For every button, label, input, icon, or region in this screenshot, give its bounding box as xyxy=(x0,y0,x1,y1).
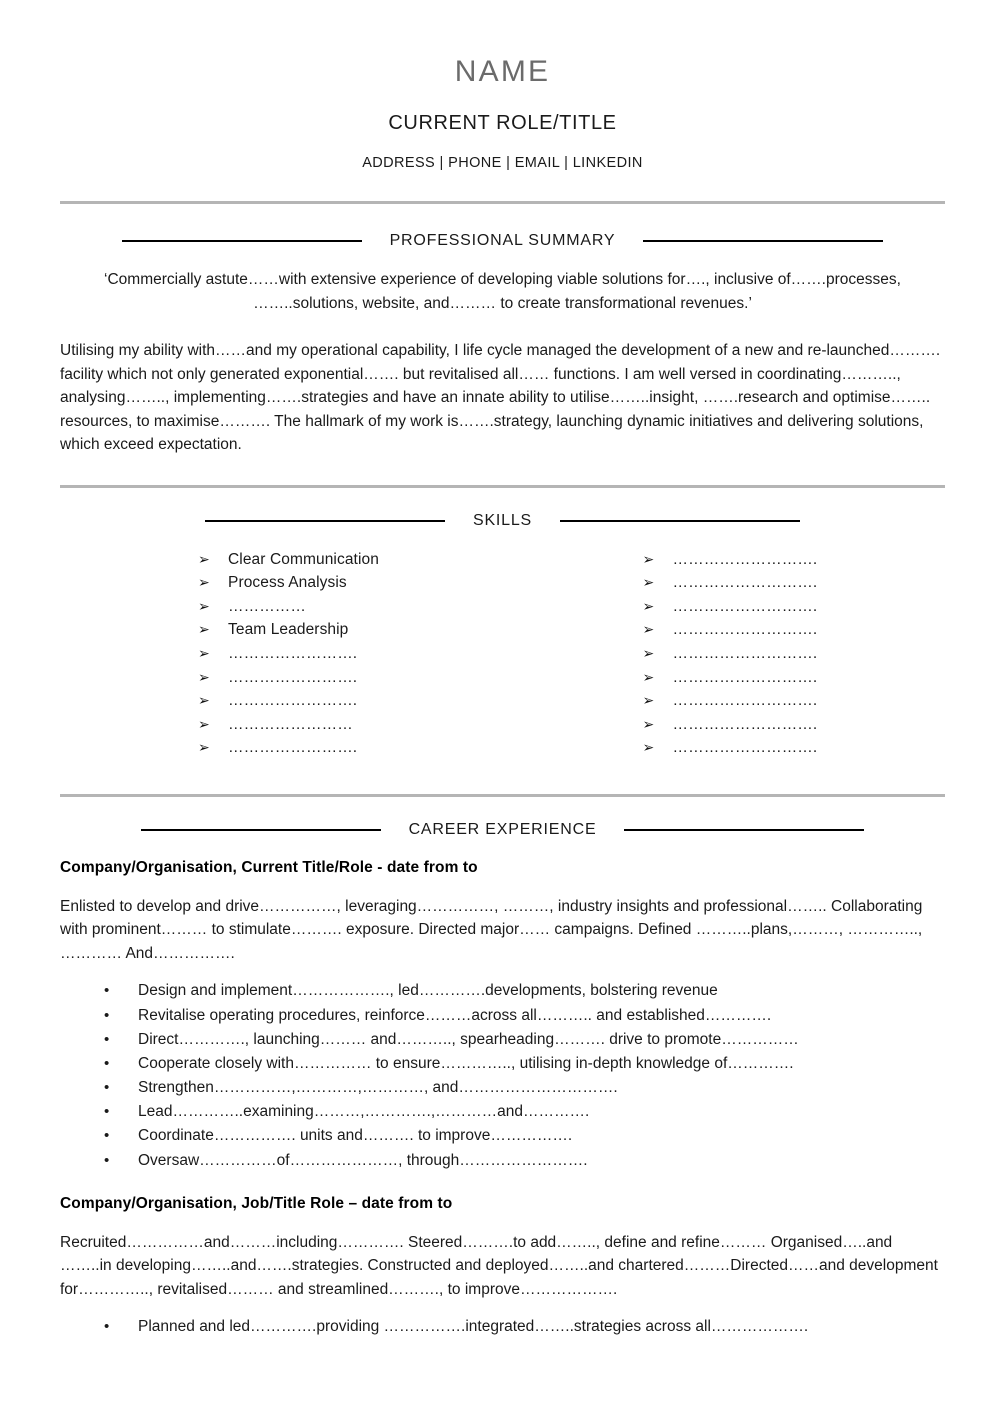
skill-label: ………………………. xyxy=(672,574,818,592)
arrow-bullet-icon: ➢ xyxy=(198,550,210,567)
section-rule-left xyxy=(205,520,445,522)
bullet-text: Planned and led………….providing …………….integrated……..strategies across all………………. xyxy=(138,1318,809,1336)
job-intro-paragraph: Recruited……………and………including…………. Steered……….to add…….., define and refine……… Organised…..and ……..in developing……..and…….strategies. Constructed and deployed……..and chartered………Directed……and development for………….., revitalised……… and streamlined………., to improve………………. xyxy=(60,1233,938,1298)
list-item xyxy=(643,595,946,619)
skills-columns xyxy=(0,548,1005,760)
arrow-bullet-icon: ➢ xyxy=(198,621,210,638)
bullet-text: Strengthen……………,…………,…………, and…………………………. xyxy=(138,1079,618,1097)
skills-list-right xyxy=(643,548,946,760)
list-item xyxy=(104,1028,945,1052)
list-item xyxy=(104,1004,945,1028)
section-header-career-experience xyxy=(0,821,1005,839)
arrow-bullet-icon: ➢ xyxy=(642,621,655,638)
list-item xyxy=(643,689,946,713)
section-header-skills xyxy=(0,512,1005,530)
dot-bullet-icon: • xyxy=(104,1006,110,1024)
skill-label: ……………………. xyxy=(228,692,358,710)
job-intro-paragraph: Enlisted to develop and drive……………, leveraging……………, ………, industry insights and professional…….. Collaborating with prominent……… to stimulate………. exposure. Directed major…… campaigns. Defined ………..plans,………, ………….., ………… And……………. xyxy=(60,897,923,962)
list-item xyxy=(643,736,946,760)
arrow-bullet-icon: ➢ xyxy=(642,574,655,591)
list-item xyxy=(643,548,946,572)
arrow-bullet-icon: ➢ xyxy=(642,668,655,685)
list-item xyxy=(198,571,501,595)
arrow-bullet-icon: ➢ xyxy=(642,645,655,662)
arrow-bullet-icon: ➢ xyxy=(198,739,210,756)
page-title: NAME xyxy=(454,55,551,88)
list-item xyxy=(643,642,946,666)
skill-label: ……………………. xyxy=(228,668,358,686)
list-item xyxy=(104,1100,945,1124)
skill-label: ………………………. xyxy=(672,597,818,615)
skill-label: ………………………. xyxy=(672,668,818,686)
arrow-bullet-icon: ➢ xyxy=(642,715,655,732)
arrow-bullet-icon: ➢ xyxy=(198,692,210,709)
arrow-bullet-icon: ➢ xyxy=(642,739,655,756)
skills-list-left xyxy=(198,548,501,760)
career-job-1 xyxy=(0,859,1005,1173)
skill-label: …………… xyxy=(228,597,306,615)
skill-label: Process Analysis xyxy=(228,574,347,592)
list-item xyxy=(104,1124,945,1148)
dot-bullet-icon: • xyxy=(104,1151,110,1169)
skill-label: Team Leadership xyxy=(228,621,349,639)
list-item xyxy=(643,618,946,642)
bullet-text: Design and implement………………., led………….developments, bolstering revenue xyxy=(138,982,718,1000)
list-item xyxy=(198,595,501,619)
skill-label: ………………………. xyxy=(672,550,818,568)
list-item xyxy=(643,666,946,690)
dot-bullet-icon: • xyxy=(104,1054,110,1072)
list-item xyxy=(104,1149,945,1173)
dot-bullet-icon: • xyxy=(104,1318,110,1336)
job-bullet-list xyxy=(60,1315,945,1339)
list-item xyxy=(104,1315,945,1339)
skill-label: ………………………. xyxy=(672,739,818,757)
bullet-text: Coordinate……………. units and………. to improve……………. xyxy=(138,1127,573,1145)
dot-bullet-icon: • xyxy=(104,1127,110,1145)
section-rule-left xyxy=(122,240,362,242)
skills-column-left xyxy=(60,548,501,760)
arrow-bullet-icon: ➢ xyxy=(198,574,210,591)
dot-bullet-icon: • xyxy=(104,1030,110,1048)
bullet-text: Direct…………., launching……… and……….., spearheading………. drive to promote…………… xyxy=(138,1030,799,1048)
dot-bullet-icon: • xyxy=(104,1079,110,1097)
skill-label: …………………… xyxy=(228,715,353,733)
bullet-text: Revitalise operating procedures, reinforce………across all……….. and established…………. xyxy=(138,1006,772,1024)
arrow-bullet-icon: ➢ xyxy=(198,715,210,732)
section-rule-right xyxy=(624,829,864,831)
list-item xyxy=(643,571,946,595)
skill-label: ………………………. xyxy=(672,715,818,733)
list-item xyxy=(104,1052,945,1076)
arrow-bullet-icon: ➢ xyxy=(642,550,655,567)
section-title: SKILLS xyxy=(472,511,533,529)
skill-label: ………………………. xyxy=(672,621,818,639)
skill-label: ……………………. xyxy=(228,645,358,663)
list-item xyxy=(198,713,501,737)
list-item xyxy=(104,979,945,1003)
list-item xyxy=(198,689,501,713)
list-item xyxy=(198,736,501,760)
header-role-title: CURRENT ROLE/TITLE xyxy=(388,112,617,134)
job-bullet-list xyxy=(60,979,945,1172)
bullet-text: Lead…………..examining………,………….,…………and…………. xyxy=(138,1103,590,1121)
section-rule-right xyxy=(643,240,883,242)
arrow-bullet-icon: ➢ xyxy=(198,668,210,685)
section-title: CAREER EXPERIENCE xyxy=(408,820,597,838)
arrow-bullet-icon: ➢ xyxy=(198,597,210,614)
header-contact-line: ADDRESS | PHONE | EMAIL | LINKEDIN xyxy=(362,155,643,171)
summary-quote: ‘Commercially astute……with extensive experience of developing viable solutions for…., inclusive of…….processes, ……..solutions, website, and……… to create transformational revenues.’ xyxy=(104,271,901,312)
list-item xyxy=(198,618,501,642)
section-title: PROFESSIONAL SUMMARY xyxy=(389,232,616,249)
list-item xyxy=(104,1076,945,1100)
arrow-bullet-icon: ➢ xyxy=(642,597,655,614)
dot-bullet-icon: • xyxy=(104,1103,110,1121)
job-heading: Company/Organisation, Job/Title Role – date from to xyxy=(60,1194,453,1212)
bullet-text: Oversaw……………of…………………, through……………………. xyxy=(138,1151,588,1169)
arrow-bullet-icon: ➢ xyxy=(198,645,210,662)
section-header-professional-summary xyxy=(0,232,1005,250)
arrow-bullet-icon: ➢ xyxy=(642,692,655,709)
skill-label: Clear Communication xyxy=(228,550,379,568)
list-item xyxy=(643,713,946,737)
skill-label: ………………………. xyxy=(672,692,818,710)
skills-column-right xyxy=(501,548,946,760)
list-item xyxy=(198,642,501,666)
skill-label: ……………………. xyxy=(228,739,358,757)
career-job-2 xyxy=(0,1195,1005,1340)
section-rule-left xyxy=(141,829,381,831)
dot-bullet-icon: • xyxy=(104,982,110,1000)
resume-header xyxy=(0,0,1005,171)
list-item xyxy=(198,666,501,690)
job-heading: Company/Organisation, Current Title/Role - date from to xyxy=(60,858,478,876)
list-item xyxy=(198,548,501,572)
summary-paragraph: Utilising my ability with……and my operational capability, I life cycle managed the development of a new and re-launched………. facility which not only generated exponential……. but revitalised all…… functions. I am well versed in coordinating……….., analysing…….., implementing…….strategies and have an innate ability to utilise……..insight, …….research and optimise…….. resources, to maximise………. The hallmark of my work is…….strategy, launching dynamic initiatives and delivering solutions, which exceed expectation. xyxy=(60,342,941,454)
skill-label: ………………………. xyxy=(672,645,818,663)
section-rule-right xyxy=(560,520,800,522)
bullet-text: Cooperate closely with…………… to ensure………….., utilising in-depth knowledge of…………. xyxy=(138,1054,794,1072)
